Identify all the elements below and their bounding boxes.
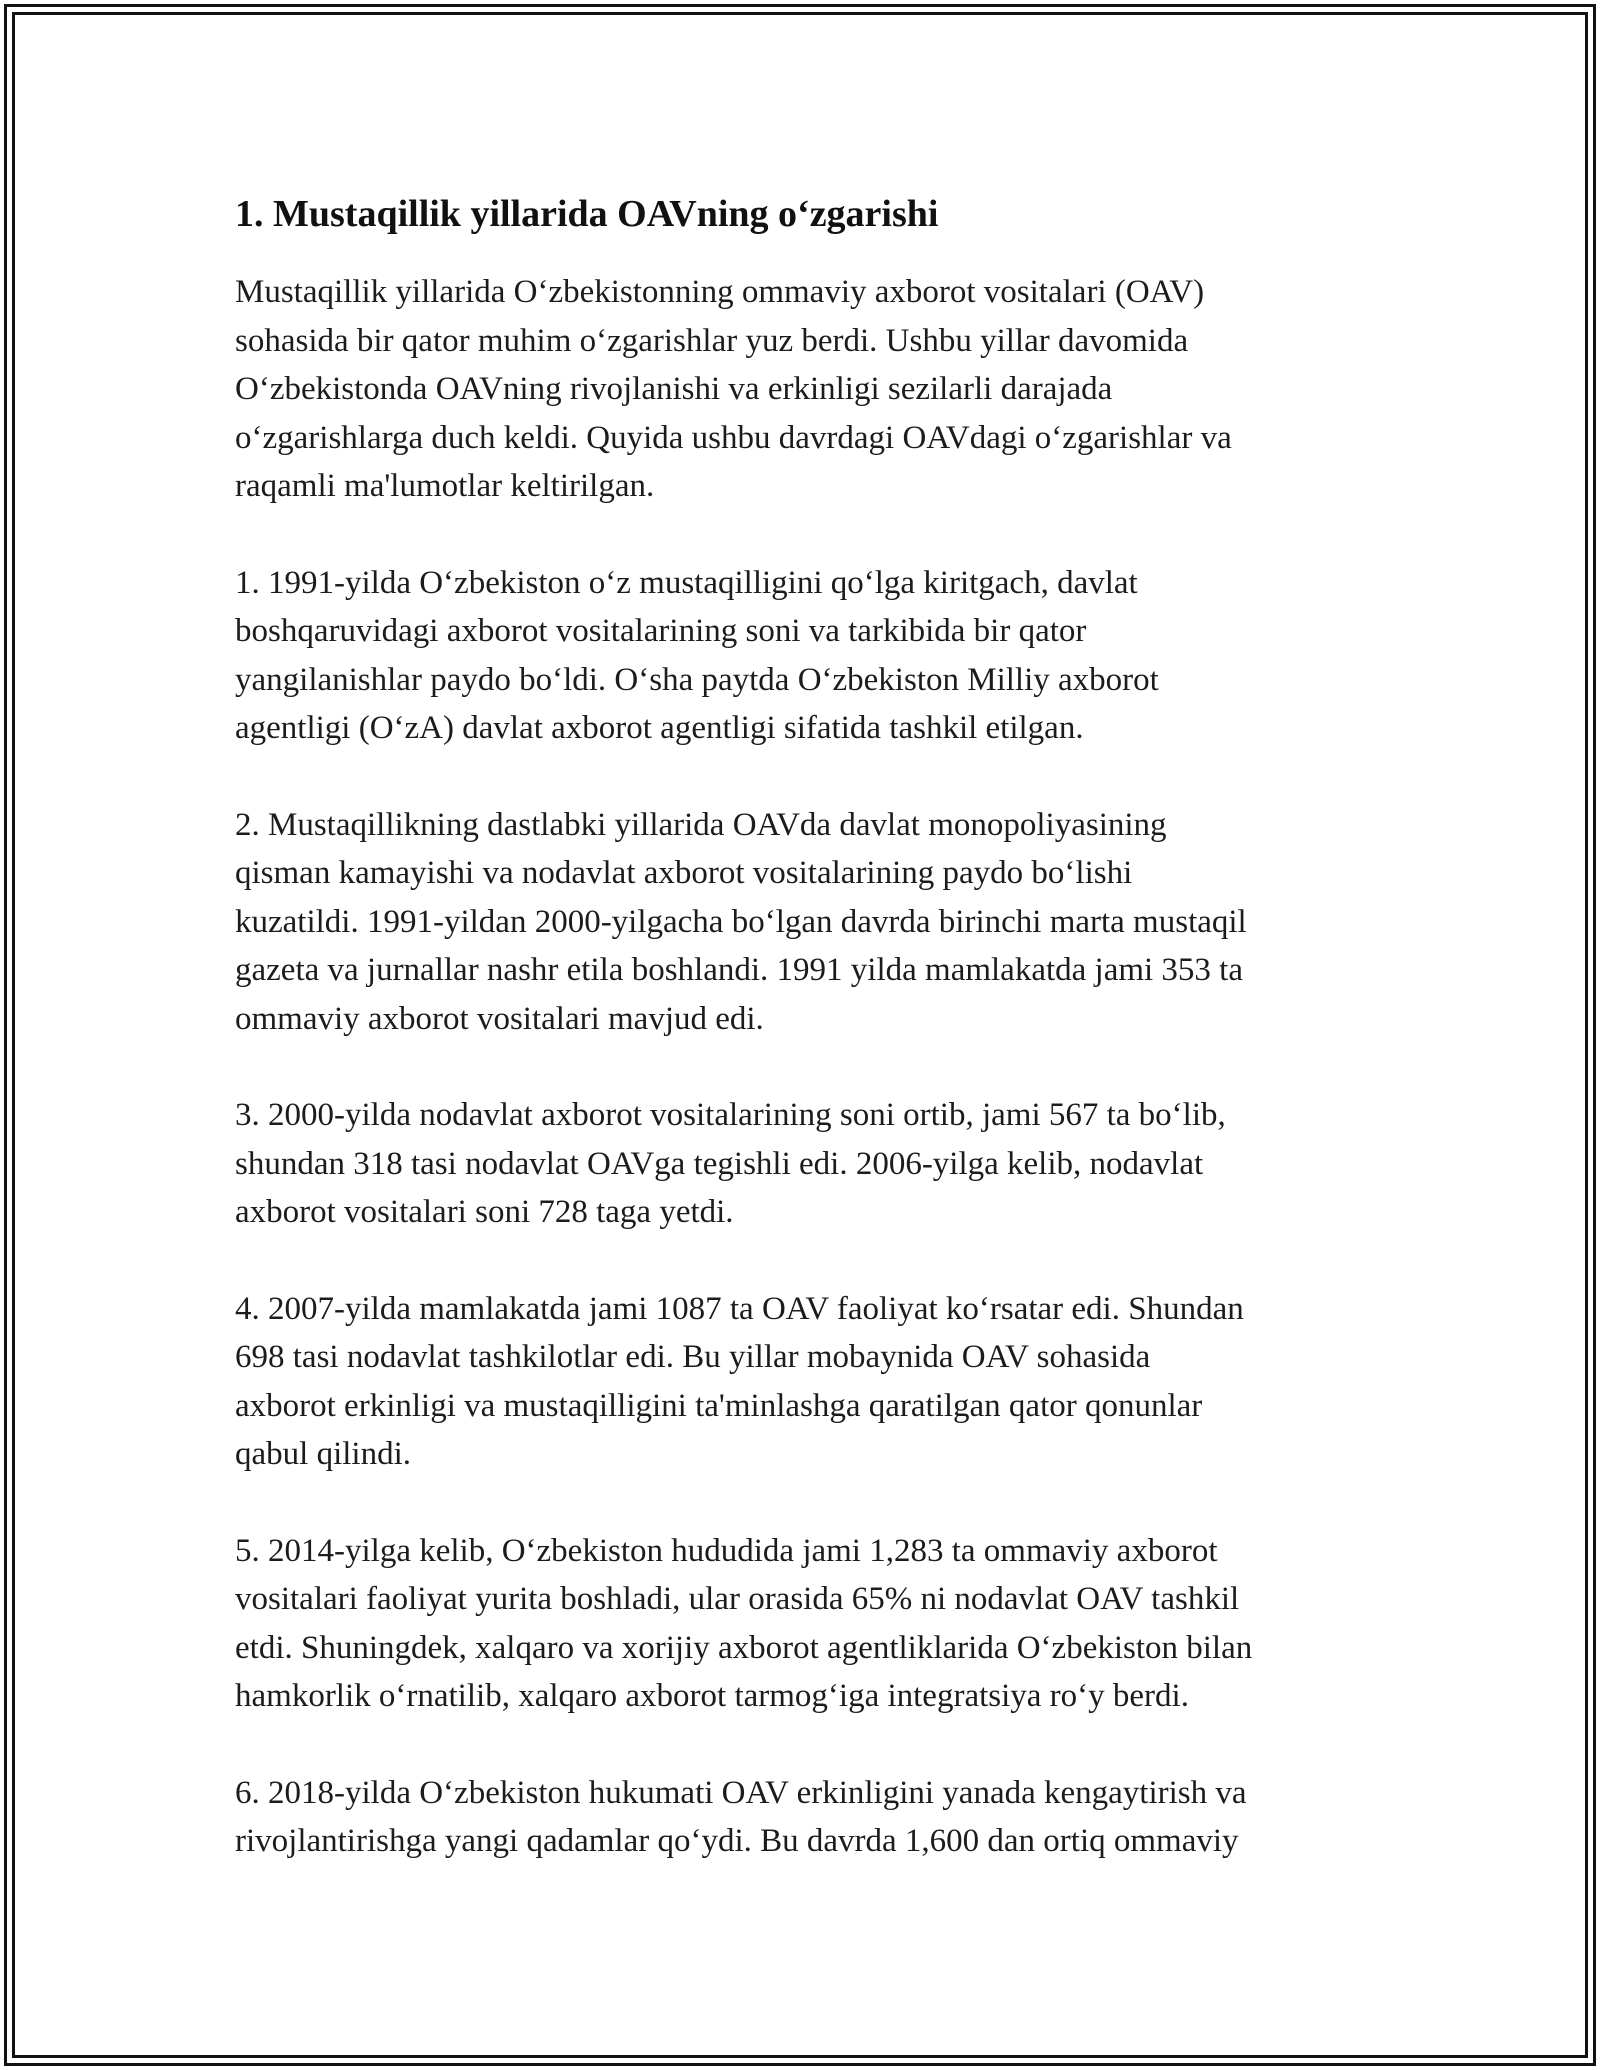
list-item-1: 1. 1991-yilda O‘zbekiston o‘z mustaqilligini qo‘lga kiritgach, davlat boshqaruvidagi axborot vositalarining soni va tarkibida bir qator yangilanishlar paydo bo‘ldi. O‘sha paytda O‘zbekiston Milliy axborot agentligi (O‘zA) davlat axborot agentligi sifatida tashkil etilgan. (235, 564, 1159, 746)
list-item-4: 4. 2007-yilda mamlakatda jami 1087 ta OAV faoliyat ko‘rsatar edi. Shundan 698 tasi nodavlat tashkilotlar edi. Bu yillar mobaynida OAV sohasida axborot erkinligi va mustaqilligini ta'minlashga qaratilgan qator qonunlar qabul qilindi. (235, 1290, 1244, 1472)
list-item-6: 6. 2018-yilda O‘zbekiston hukumati OAV erkinligini yanada kengaytirish va rivojlantirishga yangi qadamlar qo‘ydi. Bu davrda 1,600 dan ortiq ommaviy (235, 1774, 1247, 1859)
document-body (235, 188, 1375, 1914)
list-item-2: 2. Mustaqillikning dastlabki yillarida OAVda davlat monopoliyasining qisman kamayishi va nodavlat axborot vositalarining paydo bo‘lishi kuzatildi. 1991-yildan 2000-yilgacha bo‘lgan davrda birinchi marta mustaqil gazeta va jurnallar nashr etila boshlandi. 1991 yilda mamlakatda jami 353 ta ommaviy axborot vositalari mavjud edi. (235, 806, 1247, 1037)
list-item-3: 3. 2000-yilda nodavlat axborot vositalarining soni ortib, jami 567 ta bo‘lib, shundan 318 tasi nodavlat OAVga tegishli edi. 2006-yilga kelib, nodavlat axborot vositalari soni 728 taga yetdi. (235, 1097, 1226, 1230)
list-item-5: 5. 2014-yilga kelib, O‘zbekiston hududida jami 1,283 ta ommaviy axborot vositalari faoliyat yurita boshladi, ular orasida 65% ni nodavlat OAV tashkil etdi. Shuningdek, xalqaro va xorijiy axborot agentliklarida O‘zbekiston bilan hamkorlik o‘rnatilib, xalqaro axborot tarmog‘iga integratsiya ro‘y berdi. (235, 1532, 1253, 1714)
intro-paragraph: Mustaqillik yillarida O‘zbekistonning ommaviy axborot vositalari (OAV) sohasida bir qator muhim o‘zgarishlar yuz berdi. Ushbu yillar davomida O‘zbekistonda OAVning rivojlanishi va erkinligi sezilarli darajada o‘zgarishlarga duch keldi. Quyida ushbu davrdagi OAVdagi o‘zgarishlar va raqamli ma'lumotlar keltirilgan. (235, 274, 1232, 504)
section-heading: 1. Mustaqillik yillarida OAVning o‘zgarishi (235, 193, 939, 235)
